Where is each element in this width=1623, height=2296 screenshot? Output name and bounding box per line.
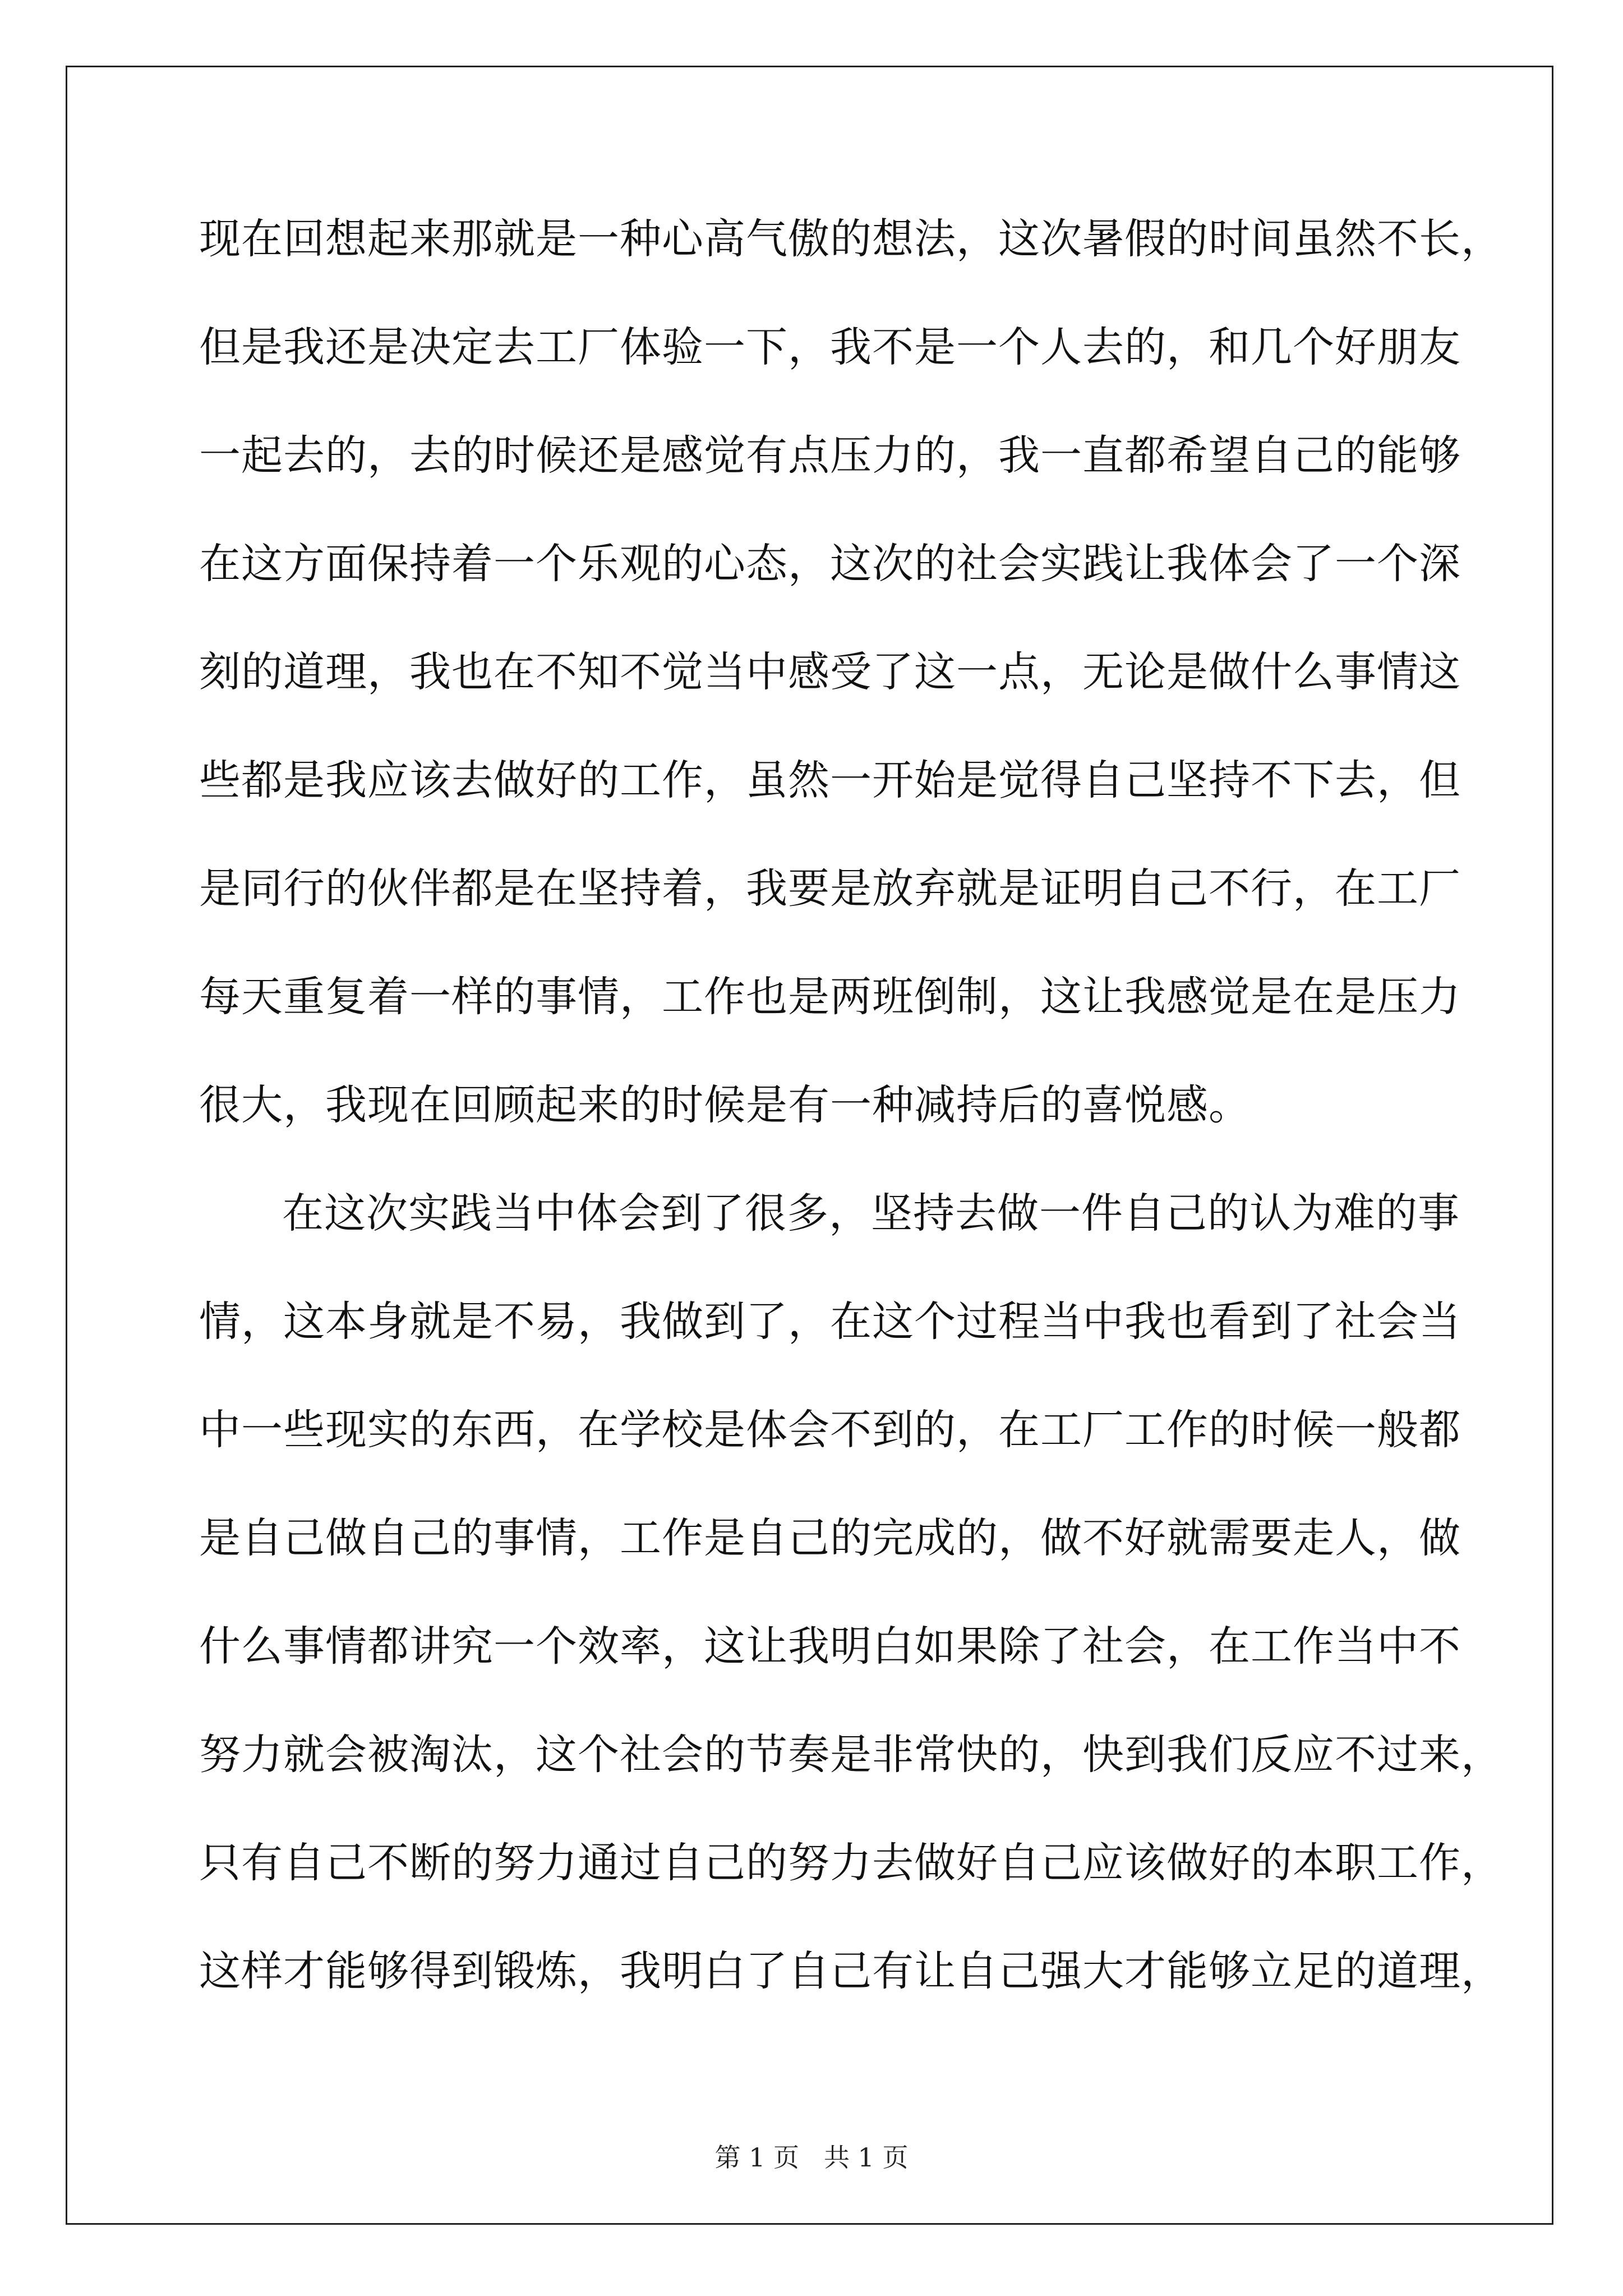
- text-line: 什么事情都讲究一个效率，这让我明白如果除了社会，在工作当中不: [199, 1622, 1461, 1671]
- text-line: 在这方面保持着一个乐观的心态，这次的社会实践让我体会了一个深: [199, 540, 1461, 588]
- text-line: 些都是我应该去做好的工作，虽然一开始是觉得自己坚持不下去，但: [199, 756, 1461, 804]
- text-line: 很大，我现在回顾起来的时候是有一种减持后的喜悦感。: [199, 1081, 1251, 1129]
- page-footer: [0, 2142, 1623, 2173]
- text-line: 刻的道理，我也在不知不觉当中感受了这一点，无论是做什么事情这: [199, 648, 1461, 696]
- paragraph-first-line: 在这次实践当中体会到了很多，坚持去做一件自己的认为难的事: [282, 1189, 1460, 1237]
- page-total: 共 1 页: [823, 2142, 909, 2173]
- page-number: 第 1 页: [714, 2142, 800, 2173]
- text-line: 一起去的，去的时候还是感觉有点压力的，我一直都希望自己的能够: [199, 431, 1461, 480]
- text-line: 情，这本身就是不易，我做到了，在这个过程当中我也看到了社会当: [199, 1297, 1461, 1346]
- text-line: 每天重复着一样的事情，工作也是两班倒制，这让我感觉是在是压力: [199, 973, 1461, 1021]
- text-line: 是同行的伙伴都是在坚持着，我要是放弃就是证明自己不行，在工厂: [199, 864, 1461, 913]
- text-line: 中一些现实的东西，在学校是体会不到的，在工厂工作的时候一般都: [199, 1406, 1461, 1454]
- text-line: 但是我还是决定去工厂体验一下，我不是一个人去的，和几个好朋友: [199, 323, 1461, 371]
- text-line: 是自己做自己的事情，工作是自己的完成的，做不好就需要走人，做: [199, 1514, 1461, 1562]
- document-body: [199, 215, 1503, 2056]
- text-line: 只有自己不断的努力通过自己的努力去做好自己应该做好的本职工作，: [199, 1839, 1503, 1887]
- text-line: 努力就会被淘汰，这个社会的节奏是非常快的，快到我们反应不过来，: [199, 1731, 1503, 1779]
- text-line: 这样才能够得到锻炼，我明白了自己有让自己强大才能够立足的道理，: [199, 1947, 1503, 1995]
- text-line: 现在回想起来那就是一种心高气傲的想法，这次暑假的时间虽然不长，: [199, 215, 1503, 263]
